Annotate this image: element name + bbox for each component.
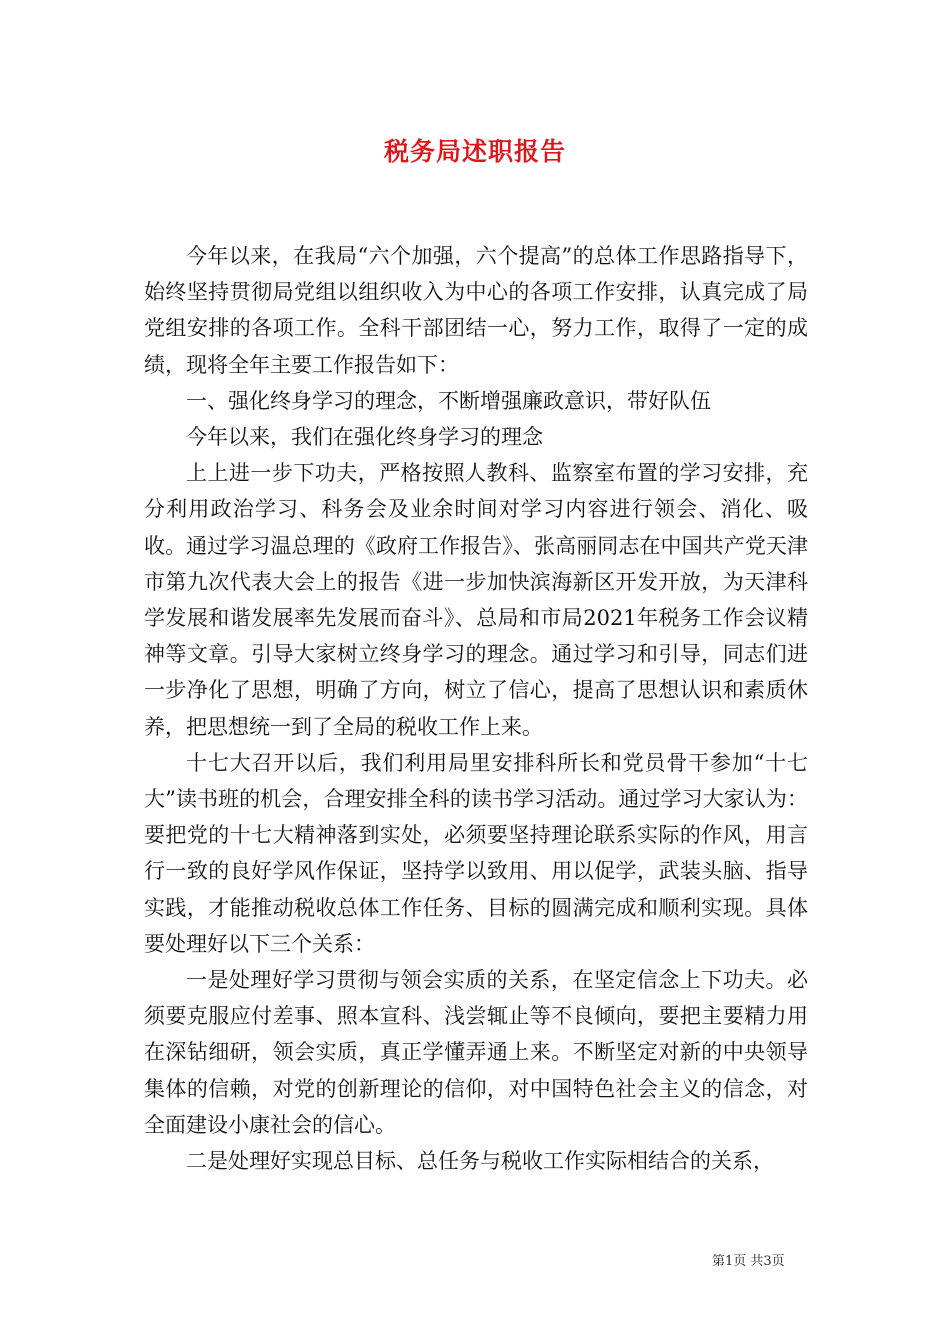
document-body [144,238,808,1179]
section-heading-1: 一、强化终身学习的理念，不断增强廉政意识，带好队伍 [186,388,711,413]
paragraph-2: 今年以来，我们在强化终身学习的理念 [186,425,543,450]
paragraph-intro: 今年以来，在我局“六个加强，六个提高”的总体工作思路指导下，始终坚持贯彻局党组以组织收入为中心的各项工作安排，认真完成了局党组安排的各项工作。全科干部团结一心，努力工作，取得了一定的成绩，现将全年主要工作报告如下： [144,244,808,377]
paragraph-4: 十七大召开以后，我们利用局里安排科所长和党员骨干参加“十七大”读书班的机会，合理安排全科的读书学习活动。通过学习大家认为：要把党的十七大精神落到实处，必须要坚持理论联系实际的作风，用言行一致的良好学风作保证，坚持学以致用、用以促学，武装头脑、指导实践，才能推动税收总体工作任务、目标的圆满完成和顺利实现。具体要处理好以下三个关系： [144,750,808,956]
paragraph-3: 上上进一步下功夫，严格按照人教科、监察室布置的学习安排，充分利用政治学习、科务会及业余时间对学习内容进行领会、消化、吸收。通过学习温总理的《政府工作报告》、张高丽同志在中国共产党天津市第九次代表大会上的报告《进一步加快滨海新区开发开放，为天津科学发展和谐发展率先发展而奋斗》、总局和市局2021年税务工作会议精神等文章。引导大家树立终身学习的理念。通过学习和引导，同志们进一步净化了思想，明确了方向，树立了信心，提高了思想认识和素质休养，把思想统一到了全局的税收工作上来。 [144,461,808,739]
document-title: 税务局述职报告 [383,137,566,166]
page-number: 第1页 共3页 [712,1254,785,1269]
paragraph-5: 一是处理好学习贯彻与领会实质的关系，在坚定信念上下功夫。必须要克服应付差事、照本宣科、浅尝辄止等不良倾向，要把主要精力用在深钻细研，领会实质，真正学懂弄通上来。不断坚定对新的中央领导集体的信赖，对党的创新理论的信仰，对中国特色社会主义的信念，对全面建设小康社会的信心。 [144,968,808,1137]
paragraph-6: 二是处理好实现总目标、总任务与税收工作实际相结合的关系， [186,1149,774,1174]
